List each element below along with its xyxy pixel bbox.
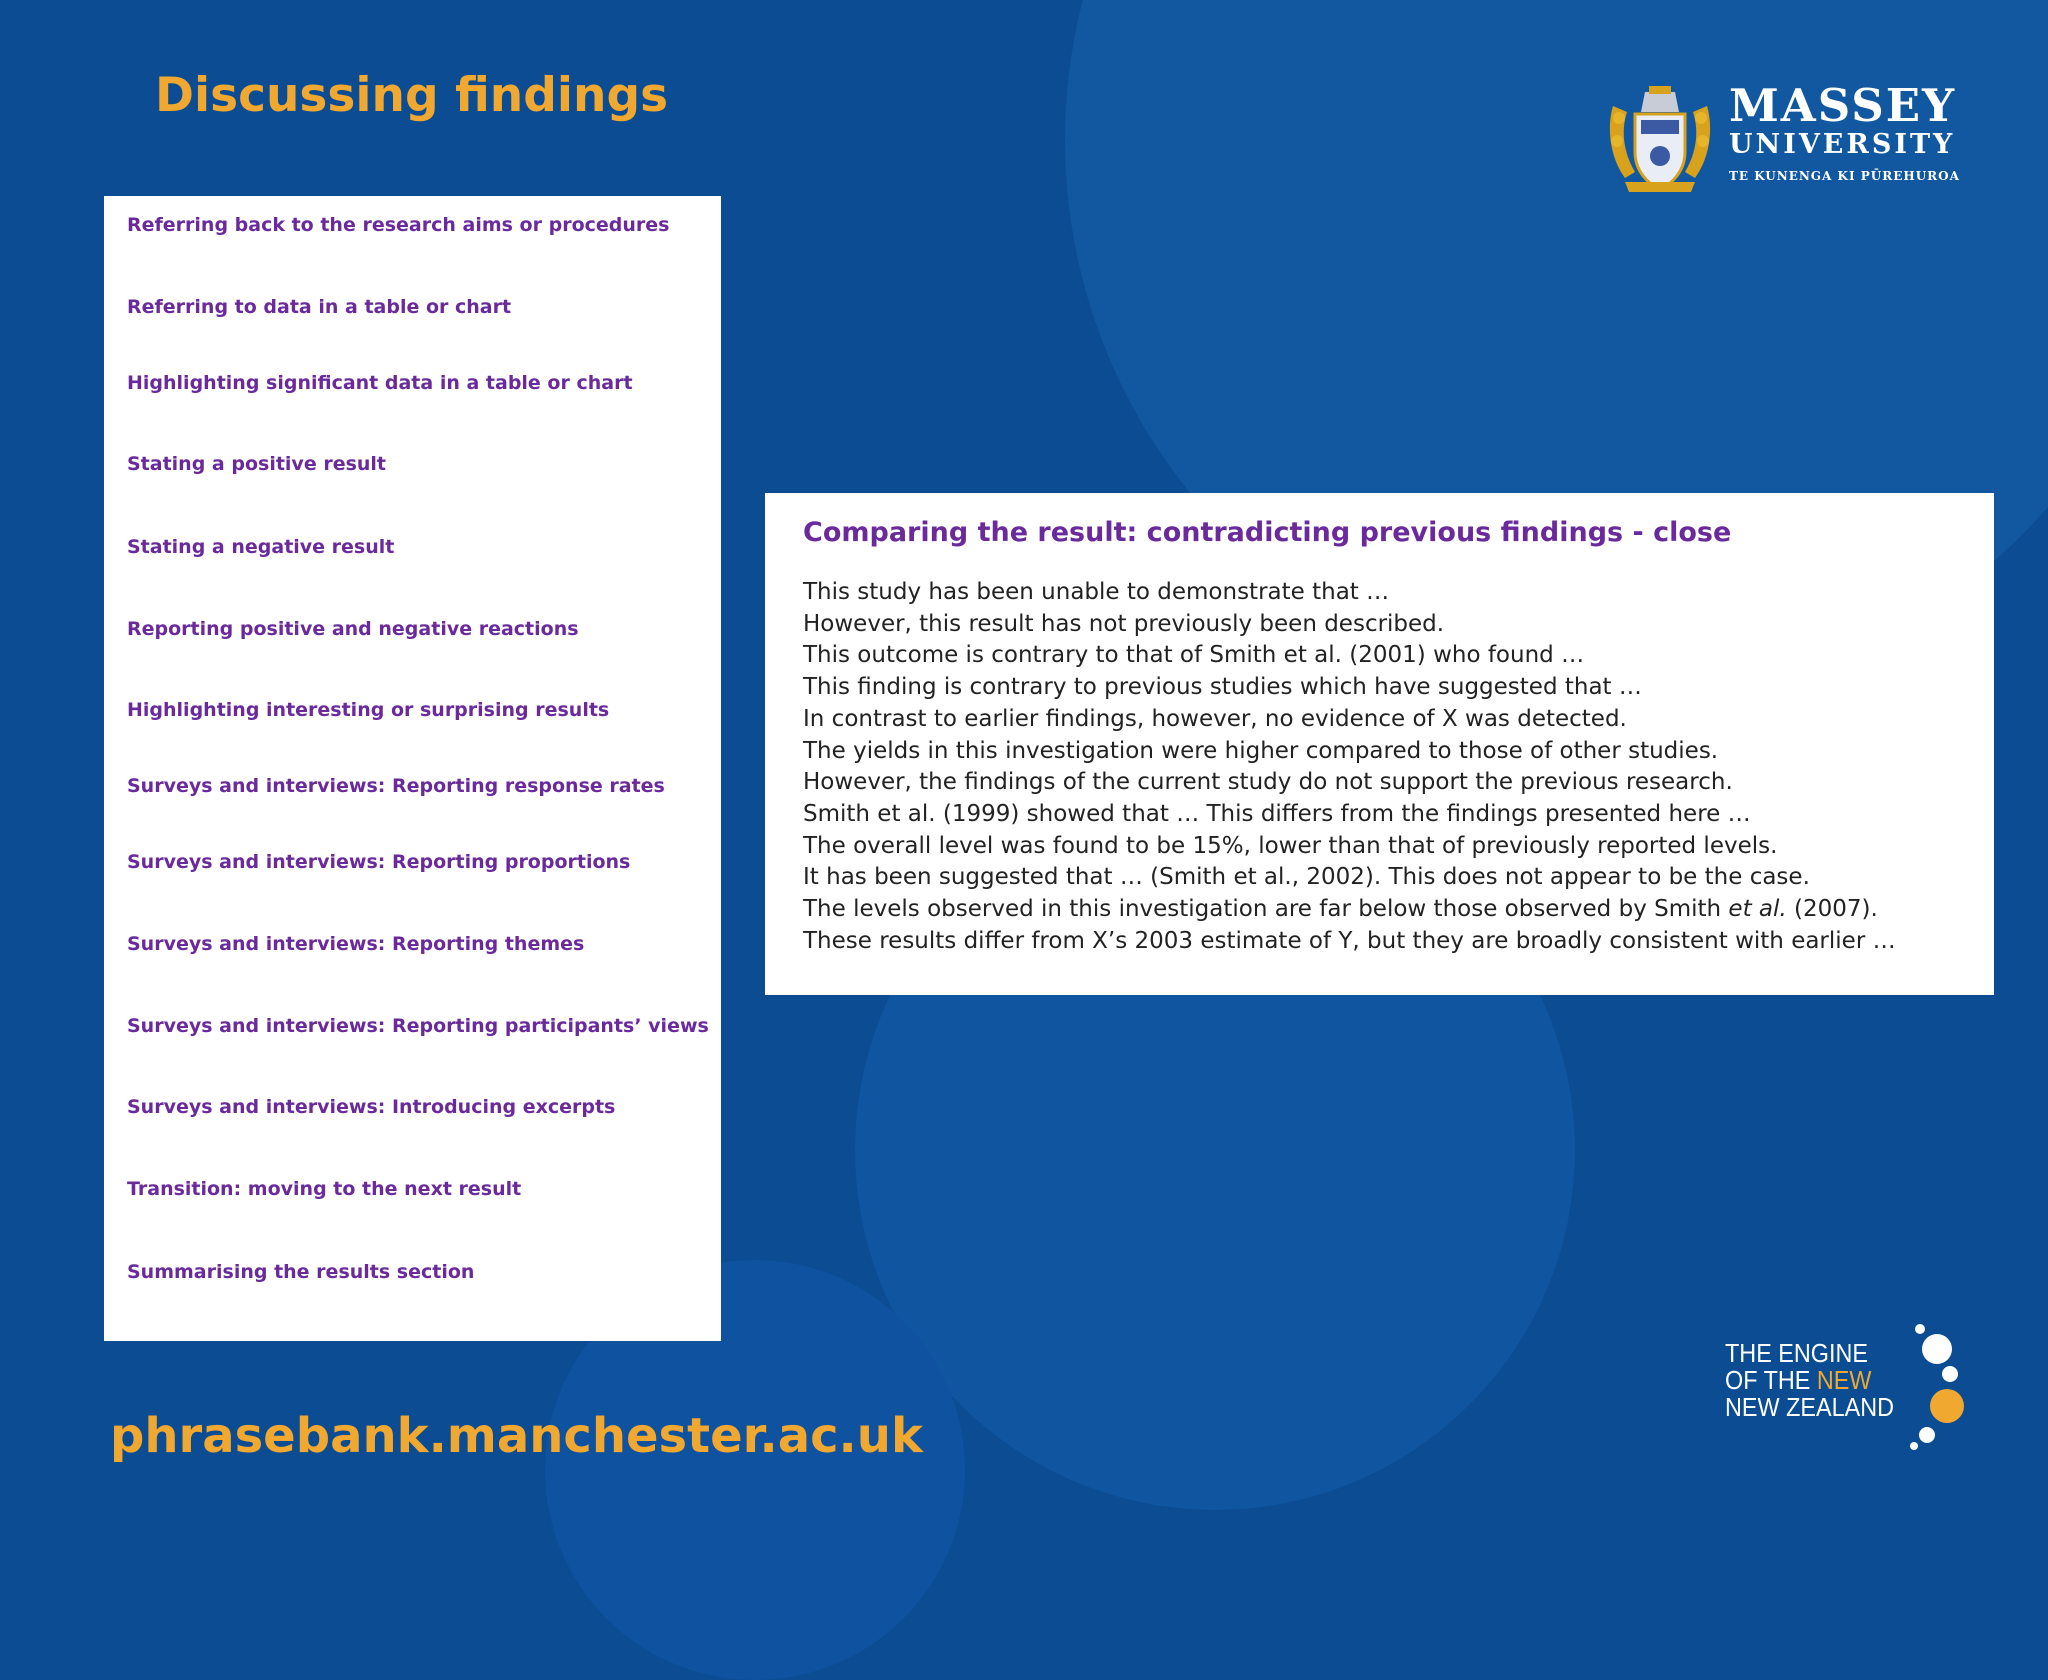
menu-item[interactable]: Surveys and interviews: Reporting proportions [127,851,631,873]
menu-item[interactable]: Reporting positive and negative reactions [127,618,579,640]
phrase-line: The yields in this investigation were higher compared to those of other studies. [803,737,1719,764]
menu-item[interactable]: Stating a negative result [127,536,395,558]
phrase-line: In contrast to earlier findings, however, no evidence of X was detected. [803,705,1627,732]
engine-line-2 [1725,1367,1894,1394]
footer-url: phrasebank.manchester.ac.uk [110,1408,923,1464]
logo-university: UNIVERSITY [1729,129,1956,160]
engine-line-1: THE ENGINE [1725,1338,1869,1368]
menu-item[interactable]: Surveys and interviews: Reporting response rates [127,775,665,797]
phrase-category-menu [104,196,721,1341]
engine-line-3: NEW ZEALAND [1725,1392,1895,1422]
menu-item[interactable]: Surveys and interviews: Introducing excerpts [127,1096,616,1118]
engine-wordmark [1725,1340,1894,1421]
phrase-line: The overall level was found to be 15%, lower than that of previously reported levels. [803,832,1778,859]
phrase-content-panel [765,493,1994,995]
menu-item[interactable]: Surveys and interviews: Reporting participants’ views [127,1015,709,1037]
engine-of-new-nz-logo [1725,1322,1975,1452]
menu-item[interactable]: Referring back to the research aims or procedures [127,214,670,236]
phrase-italic-part: et al. [1728,896,1787,923]
phrase-part: (2007). [1786,896,1878,923]
slide-title: Discussing findings [155,68,669,123]
engine-dots-icon [1905,1322,1985,1452]
phrase-line: It has been suggested that … (Smith et al., 2002). This does not appear to be the case. [803,864,1810,891]
engine-line-2-highlight: NEW [1816,1365,1872,1395]
phrase-line [803,894,1896,926]
menu-item[interactable]: Surveys and interviews: Reporting themes [127,933,585,955]
menu-item[interactable]: Highlighting significant data in a table or chart [127,372,633,394]
phrase-line: However, this result has not previously been described. [803,610,1445,637]
menu-item[interactable]: Referring to data in a table or chart [127,296,512,318]
engine-line-2-prefix: OF THE [1725,1365,1817,1395]
massey-logo [1605,79,1965,192]
phrase-line: Smith et al. (1999) showed that … This differs from the findings presented here … [803,800,1751,827]
phrase-line: These results differ from X’s 2003 estimate of Y, but they are broadly consistent with earlier … [803,927,1896,954]
phrase-line: This finding is contrary to previous studies which have suggested that … [803,674,1642,701]
phrase-list [803,577,1896,957]
crest-icon [1605,86,1715,194]
phrase-line: This study has been unable to demonstrate that … [803,579,1390,605]
content-heading: Comparing the result: contradicting previous findings - close [803,517,1732,548]
menu-item[interactable]: Transition: moving to the next result [127,1178,522,1200]
logo-wordmark [1729,79,1960,186]
menu-item[interactable]: Highlighting interesting or surprising results [127,699,610,721]
phrase-part: The levels observed in this investigation are far below those observed by Smith [803,896,1729,923]
logo-maori-motto: TE KUNENGA KI PŪREHUROA [1729,169,1960,183]
phrase-line: This outcome is contrary to that of Smith et al. (2001) who found … [803,642,1585,669]
menu-item[interactable]: Stating a positive result [127,453,387,475]
logo-name: MASSEY [1729,79,1957,132]
phrase-line: However, the findings of the current study do not support the previous research. [803,769,1733,796]
menu-item[interactable]: Summarising the results section [127,1261,475,1283]
